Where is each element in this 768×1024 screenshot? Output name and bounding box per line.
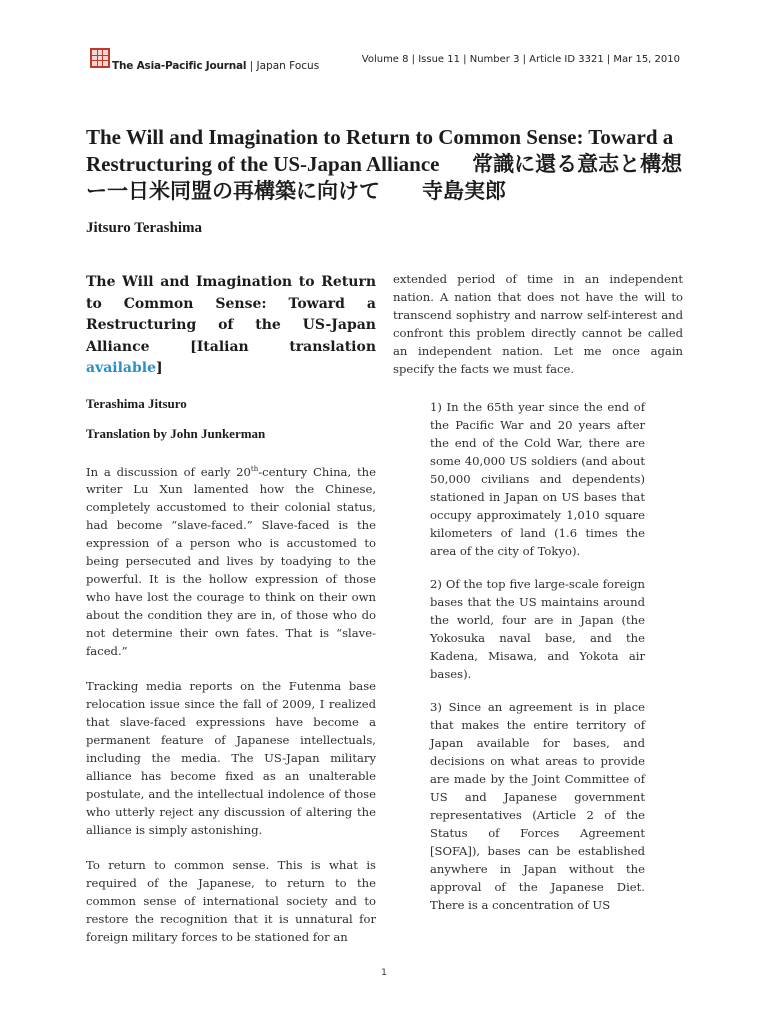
page-number: 1 — [381, 968, 387, 978]
body-paragraph: extended period of time in an independent nation. A nation that does not have the will to transcend sophistry and narrow self-interest and confront this problem directly cannot be called an independent nation. Let me once again specify the facts we must face. — [393, 272, 683, 376]
body-paragraph — [86, 460, 376, 661]
body-paragraph: Tracking media reports on the Futenma base relocation issue since the fall of 2009, I realized that slave-faced expressions have become a permanent feature of Japanese intellectuals, including the media. The US-Japan military alliance has become fixed as an unalterable postulate, and the intellectual indolence of those who utterly reject any discussion of altering the alliance is simply astonishing. — [86, 679, 376, 838]
subtitle — [86, 272, 376, 380]
superscript: th — [250, 464, 259, 473]
journal-title: The Asia-Pacific Journal — [112, 60, 247, 72]
journal-name — [112, 60, 319, 72]
journal-logo-icon — [90, 48, 110, 68]
numbered-point-1: 1) In the 65th year since the end of the Pacific War and 20 years after the end of the Cold War, there are some 40,000 US soldiers (and about 50,000 civilians and dependents) stationed in Japan on US bases that occupy approximately 1,010 square kilometers of land (1.6 times the area of the city of Tokyo). — [430, 400, 645, 558]
byline-translator: Translation by John Junkerman — [86, 425, 266, 441]
byline-author: Terashima Jitsuro — [86, 395, 187, 411]
page-header — [90, 48, 690, 78]
numbered-point-3: 3) Since an agreement is in place that makes the entire territory of Japan available for bases, and decisions on what areas to provide are made by the Joint Committee of US and Japanese government representatives (Article 2 of the Status of Forces Agreement [SOFA]), bases can be established anywhere in Japan without the approval of the Japanese Diet. There is a concentration of US — [430, 700, 645, 912]
article-author: Jitsuro Terashima — [86, 220, 202, 236]
article-title: The Will and Imagination to Return to Common Sense: Toward a Restructuring of the US-Japan Alliance  常識に還る意志と構想ー一日米同盟の再構築に向けて 寺島実郎 — [86, 125, 683, 203]
subtitle-text: The Will and Imagination to Return to Common Sense: Toward a Restructuring of the US-Japan Alliance [Italian translation — [86, 274, 376, 355]
body-paragraph: To return to common sense. This is what is required of the Japanese, to return to the common sense of international society and to restore the recognition that it is unnatural for foreign military forces to be stationed for an — [86, 858, 376, 945]
right-column — [393, 270, 683, 929]
subtitle-end: ] — [156, 360, 163, 376]
paragraph-text: In a discussion of early 20 — [86, 464, 251, 479]
article-meta: Volume 8 | Issue 11 | Number 3 | Article ID 3321 | Mar 15, 2010 — [361, 54, 680, 65]
paragraph-text: -century China, the writer Lu Xun lamented how the Chinese, completely accustomed to their colonial status, had become “slave-faced.” Slave-faced is the expression of a person who is accustomed to being persecuted and lives by toadying to the powerful. It is the hollow expression of those who have lost the courage to think on their own about the condition they are in, of those who do not determine their own fates. That is “slave-faced.” — [86, 464, 376, 659]
left-column — [86, 272, 376, 963]
journal-section: | Japan Focus — [246, 60, 320, 72]
numbered-point-2: 2) Of the top five large-scale foreign bases that the US maintains around the world, four are in Japan (the Yokosuka naval base, and the Kadena, Misawa, and Yokota air bases). — [430, 577, 645, 681]
italian-translation-link[interactable]: available — [86, 360, 156, 376]
